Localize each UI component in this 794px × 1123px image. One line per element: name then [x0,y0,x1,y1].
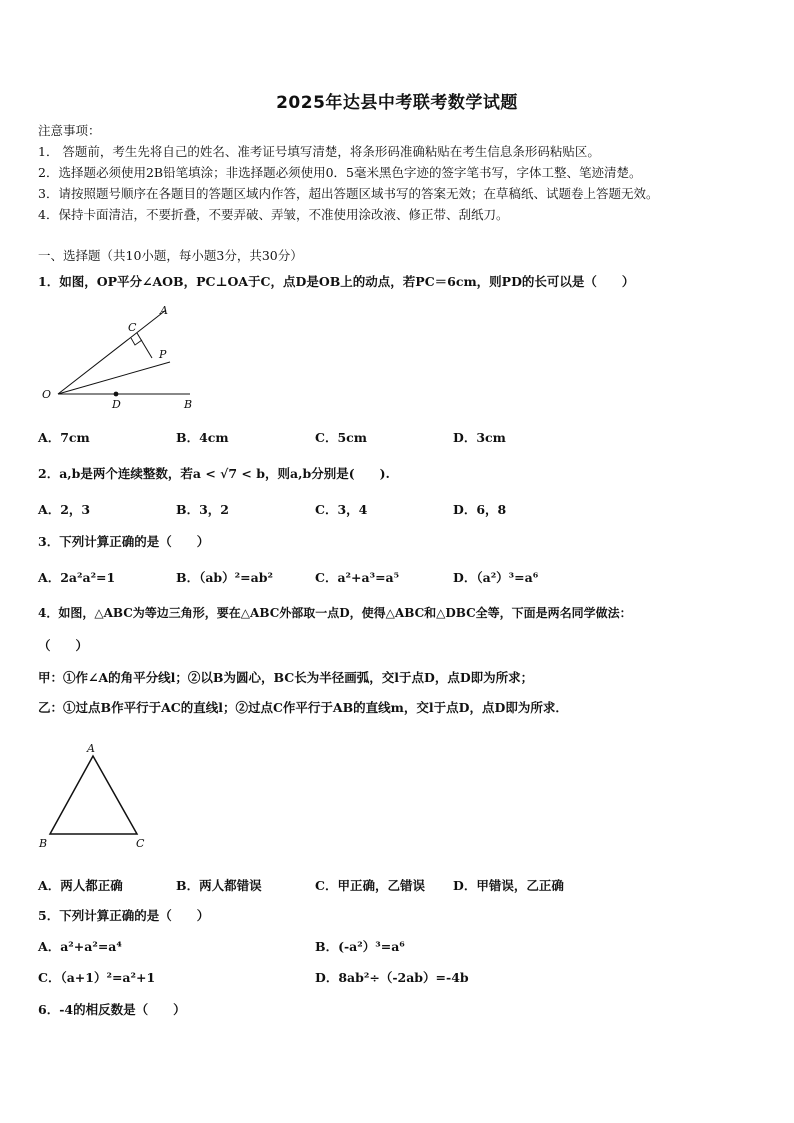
q1-option-b: B．4cm [176,430,229,445]
q3-option-a: A．2a²a²=1 [38,570,116,585]
q1-option-c: C．5cm [315,430,367,445]
q1-angle-figure [38,300,208,415]
ray-oa [58,310,166,394]
q1-option-d: D．3cm [453,430,506,445]
notice-item-4: 4．保持卡面清洁，不要折叠，不要弄破、弄皱，不准使用涂改液、修正带、刮纸刀。 [38,207,509,222]
q4-stem: 4．如图，△ABC为等边三角形，要在△ABC外部取一点D，使得△ABC和△DBC全等，下面是两名同学做法： [38,606,632,620]
notice-item-2: 2．选择题必须使用2B铅笔填涂；非选择题必须使用0．5毫米黑色字迹的签字笔书写，字体工整、笔迹清楚。 [38,165,642,180]
q2-stem: 2．a,b是两个连续整数，若a < √7 < b，则a,b分别是( ). [38,466,390,481]
segment-pc [137,333,152,358]
q4-method-yi: 乙：①过点B作平行于AC的直线l；②过点C作平行于AB的直线m，交l于点D，点D即为所求． [38,700,568,715]
q4-option-b: B．两人都错误 [176,878,262,893]
q2-option-b: B．3，2 [176,502,229,517]
q1-option-a: A．7cm [38,430,90,445]
label-d: D [112,398,121,411]
q6-stem: 6．-4的相反数是（ ） [38,1002,186,1017]
q5-option-d: D．8ab²÷（-2ab）=-4b [315,970,469,985]
q4-method-jia: 甲：①作∠A的角平分线l；②以B为圆心，BC长为半径画弧，交l于点D，点D即为所求； [38,670,534,685]
q4-triangle-figure [36,740,156,852]
notice-item-1: 1． 答题前，考生先将自己的姓名、准考证号填写清楚，将条形码准确粘贴在考生信息条形码粘贴区。 [38,144,600,159]
label-a: A [87,742,95,755]
q4-option-a: A．两人都正确 [38,878,123,893]
label-a: A [160,304,168,317]
q4-option-d: D．甲错误，乙正确 [453,878,564,893]
q2-option-c: C．3，4 [315,502,368,517]
label-c: C [136,837,145,850]
notice-item-3: 3．请按照题号顺序在各题目的答题区域内作答，超出答题区域书写的答案无效；在草稿纸、试题卷上答题无效。 [38,186,659,201]
point-d [114,392,119,397]
label-p: P [159,348,167,361]
q2-option-d: D．6，8 [453,502,507,517]
notice-heading: 注意事项： [38,123,101,138]
q5-stem: 5．下列计算正确的是（ ） [38,908,210,923]
label-c: C [128,321,137,334]
q4-paren: （ ） [38,638,89,653]
q3-option-b: B．（ab）²=ab² [176,570,273,585]
q2-option-a: A．2，3 [38,502,91,517]
q5-option-b: B．(-a²）³=a⁶ [315,939,405,954]
label-o: O [42,388,52,401]
q3-option-d: D．（a²）³=a⁶ [453,570,539,585]
label-b: B [184,398,193,411]
q4-option-c: C．甲正确，乙错误 [315,878,425,893]
q1-stem: 1．如图，OP平分∠AOB，PC⊥OA于C，点D是OB上的动点，若PC＝6cm，则PD的长可以是（ ） [38,274,635,289]
q3-option-c: C．a²+a³=a⁵ [315,570,400,585]
section-heading: 一、选择题（共10小题，每小题3分，共30分） [38,248,303,263]
q5-option-c: C．（a+1）²=a²+1 [38,970,156,985]
label-b: B [39,837,48,850]
page-title: 2025年达县中考联考数学试题 [276,93,518,113]
q3-stem: 3．下列计算正确的是（ ） [38,534,210,549]
q5-option-a: A．a²+a²=a⁴ [38,939,122,954]
triangle-abc [50,756,137,834]
ray-op [58,362,170,394]
